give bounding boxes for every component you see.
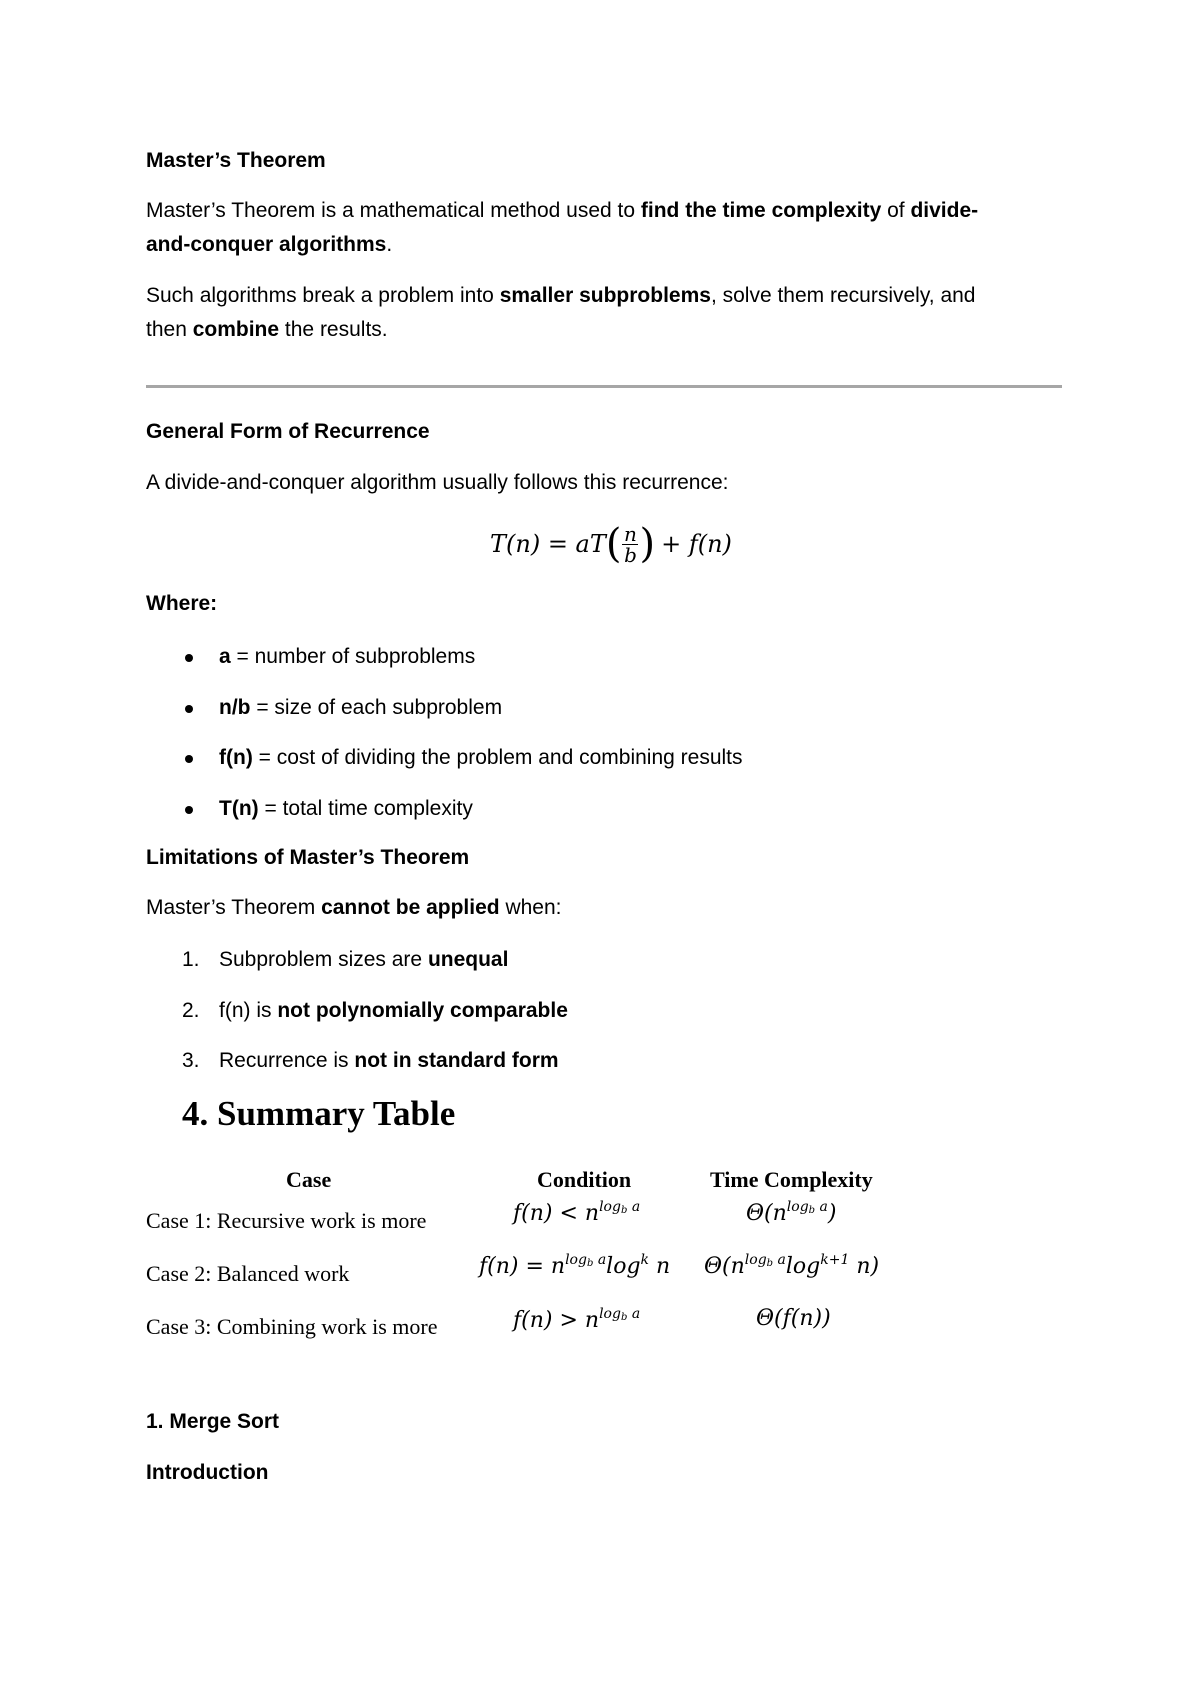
table-row-2-condition: $f(n) = n^{log_b a}\log^k$ n xyxy=(479,1252,671,1279)
text-run: the results. xyxy=(279,318,388,341)
bold-run: combine xyxy=(192,318,280,341)
recurrence-equation xyxy=(490,514,732,574)
text-run: Master’s Theorem xyxy=(146,896,322,919)
general-form-text: A divide-and-conquer algorithm usually follows this recurrence: xyxy=(146,471,729,494)
math-k: k xyxy=(640,1252,650,1268)
limitations-text xyxy=(146,891,561,925)
table-row-1-complexity: $\Theta(n^{log_b a})$ xyxy=(746,1199,837,1226)
table-row-2-complexity: $\Theta(n^{log_b a}\log^{k+1}$ n) xyxy=(704,1252,880,1279)
math-k1: k+1 xyxy=(820,1252,850,1268)
math-arg: a xyxy=(597,1252,607,1268)
math-base: b xyxy=(766,1258,774,1269)
general-form-title: General Form of Recurrence xyxy=(146,420,430,443)
text-run: when: xyxy=(499,896,562,919)
text-run: . xyxy=(386,233,393,256)
bold-run: not in standard form xyxy=(354,1049,559,1072)
math-log: log xyxy=(744,1252,767,1268)
math-arg: a xyxy=(631,1199,641,1215)
math-base: b xyxy=(620,1312,628,1323)
desc: = total time complexity xyxy=(258,797,473,820)
intro-paragraph-2-line-1 xyxy=(146,279,976,313)
list-number: 3. xyxy=(182,1049,200,1072)
desc: = cost of dividing the problem and combining results xyxy=(252,746,743,769)
limitation-item-2 xyxy=(182,994,568,1028)
table-row-1-condition: $f(n) < n^{log_b a}$ xyxy=(513,1199,641,1226)
table-row-2-case: Case 2: Balanced work xyxy=(146,1261,350,1286)
limitations-title: Limitations of Master’s Theorem xyxy=(146,846,470,869)
math-log: log xyxy=(599,1199,621,1215)
bold-run: not polynomially comparable xyxy=(277,999,568,1022)
list-text xyxy=(219,994,568,1028)
bold-run: divide- xyxy=(910,199,979,222)
limitation-item-3 xyxy=(182,1044,559,1078)
fraction-denominator: b xyxy=(624,542,637,567)
math-log: log xyxy=(786,1199,809,1215)
fraction-numerator: n xyxy=(624,521,637,546)
text-run: Subproblem sizes are xyxy=(219,948,428,971)
table-row-3-complexity: Θ(f(n)) xyxy=(756,1306,831,1331)
math-base: b xyxy=(620,1205,628,1216)
math-base: b xyxy=(586,1258,594,1269)
equation-left: T(n) = aT xyxy=(490,530,606,558)
math-arg: a xyxy=(777,1252,786,1268)
intro-paragraph-2-line-2 xyxy=(146,313,388,347)
introduction-title: Introduction xyxy=(146,1461,269,1484)
masters-theorem-title: Master’s Theorem xyxy=(146,149,326,172)
text-run: Master’s Theorem is a mathematical method used to xyxy=(146,199,641,222)
text-run: f(n) is xyxy=(219,999,278,1022)
equation-right: + f(n) xyxy=(661,530,732,558)
fraction xyxy=(622,521,638,567)
bold-run: unequal xyxy=(427,948,509,971)
text-run: Recurrence is xyxy=(219,1049,355,1072)
math-log: log xyxy=(599,1306,621,1322)
table-row-1-case: Case 1: Recursive work is more xyxy=(146,1208,427,1233)
list-text xyxy=(219,1044,559,1078)
term: a xyxy=(219,645,231,668)
desc: = size of each subproblem xyxy=(250,696,503,719)
text-run: then xyxy=(146,318,193,341)
bullet-dot xyxy=(185,806,193,814)
text-run: of xyxy=(881,199,911,222)
intro-paragraph-1-line-1 xyxy=(146,194,978,228)
limitation-item-1 xyxy=(182,943,509,977)
list-text xyxy=(219,943,508,977)
term: n/b xyxy=(219,696,251,719)
open-paren: ( xyxy=(605,521,622,567)
bold-run: cannot be applied xyxy=(321,896,500,919)
where-label: Where: xyxy=(146,592,218,615)
bold-run: smaller subproblems xyxy=(499,284,711,307)
text-run: Such algorithms break a problem into xyxy=(146,284,500,307)
bullet-item-tn xyxy=(219,792,473,826)
text-run: , solve them recursively, and xyxy=(710,284,976,307)
list-number: 2. xyxy=(182,999,200,1022)
horizontal-divider xyxy=(146,385,1062,388)
math-log: log xyxy=(565,1252,587,1268)
bullet-item-fn xyxy=(219,741,743,775)
close-paren: ) xyxy=(639,521,656,567)
bold-run: find the time complexity xyxy=(640,199,882,222)
bullet-item-a xyxy=(219,640,475,674)
merge-sort-title: 1. Merge Sort xyxy=(146,1410,280,1433)
term: T(n) xyxy=(219,797,259,820)
table-row-3-condition: $f(n) > n^{log_b a}$ xyxy=(513,1306,641,1333)
desc: = number of subproblems xyxy=(230,645,476,668)
table-row-3-case: Case 3: Combining work is more xyxy=(146,1314,438,1339)
math-base: b xyxy=(808,1205,816,1216)
term: f(n) xyxy=(219,746,253,769)
table-header-case: Case xyxy=(286,1167,332,1192)
math-arg: a xyxy=(819,1199,828,1215)
bold-run: and-conquer algorithms xyxy=(146,233,387,256)
bullet-item-nb xyxy=(219,691,502,725)
table-header-time-complexity: Time Complexity xyxy=(710,1167,873,1192)
bullet-dot xyxy=(185,705,193,713)
summary-table-heading: 4. Summary Table xyxy=(182,1094,456,1133)
table-header-condition: Condition xyxy=(537,1167,632,1192)
math-arg: a xyxy=(631,1306,641,1322)
bullet-dot xyxy=(185,654,193,662)
list-number: 1. xyxy=(182,948,200,971)
intro-paragraph-1-line-2 xyxy=(146,228,392,262)
bullet-dot xyxy=(185,755,193,763)
